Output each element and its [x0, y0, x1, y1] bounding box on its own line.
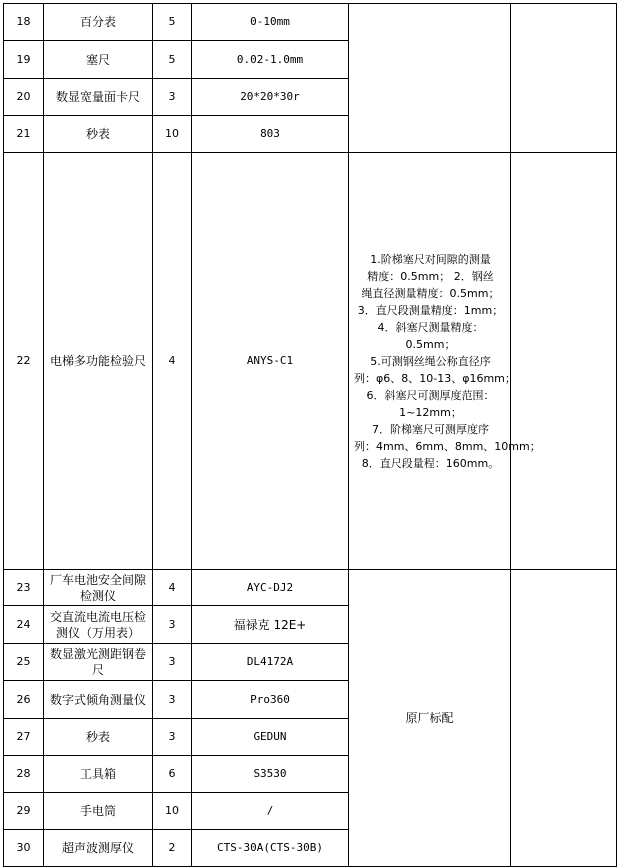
model: 20*20*30r	[192, 79, 349, 116]
equipment-name	[44, 644, 153, 681]
spec-line: 1.阶梯塞尺对间隙的测量	[370, 252, 491, 266]
spec-line: 列：φ6、8、10-13、φ16mm；	[354, 371, 516, 385]
remark-cell-empty	[511, 153, 617, 570]
model: S3530	[192, 756, 349, 793]
spec-line: 5.可测钢丝绳公称直径序	[370, 354, 491, 368]
equipment-name: 超声波测厚仪	[44, 830, 153, 867]
equipment-name: 秒表	[44, 719, 153, 756]
row-number: 23	[4, 570, 44, 606]
quantity: 10	[153, 116, 192, 153]
row-number: 30	[4, 830, 44, 867]
spec-cell	[349, 153, 541, 570]
spec-line: 8．直尺段量程：160mm。	[361, 456, 500, 470]
quantity: 2	[153, 830, 192, 867]
row-number: 28	[4, 756, 44, 793]
model: /	[192, 793, 349, 830]
model: AYC-DJ2	[192, 570, 349, 606]
model: 福禄克 12E+	[192, 606, 349, 644]
equipment-name: 数显宽量面卡尺	[44, 79, 153, 116]
equipment-name	[44, 570, 153, 606]
model: CTS-30A(CTS-30B)	[192, 830, 349, 867]
quantity: 3	[153, 606, 192, 644]
row-number: 19	[4, 41, 44, 79]
spec-line: 精度：0.5mm； 2．钢丝	[367, 269, 494, 283]
equipment-name-text: 电梯多功能检验尺	[49, 354, 146, 368]
spec-line: 列：4mm、6mm、8mm、10mm；	[354, 439, 541, 453]
row-number: 22	[4, 153, 44, 570]
quantity: 5	[153, 41, 192, 79]
quantity: 6	[153, 756, 192, 793]
model: 803	[192, 116, 349, 153]
model: 0-10mm	[192, 4, 349, 41]
equipment-name-text: 厂车电池安全间隙检测仪	[49, 572, 146, 603]
row-number: 21	[4, 116, 44, 153]
equipment-name-text: 数字式倾角测量仪	[49, 692, 146, 707]
table-row	[4, 153, 617, 570]
remark-cell-empty	[511, 4, 617, 153]
equipment-name: 塞尺	[44, 41, 153, 79]
quantity: 3	[153, 644, 192, 681]
quantity: 4	[153, 570, 192, 606]
spec-line: 6．斜塞尺可测厚度范围：	[366, 388, 495, 402]
quantity: 3	[153, 681, 192, 719]
spec-text	[349, 251, 541, 472]
spec-line: 绳直径测量精度：0.5mm；	[361, 286, 500, 300]
row-number: 18	[4, 4, 44, 41]
model: ANYS-C1	[192, 153, 349, 570]
equipment-name	[44, 606, 153, 644]
row-number: 25	[4, 644, 44, 681]
equipment-name: 秒表	[44, 116, 153, 153]
remark-cell-empty	[511, 570, 617, 867]
row-number: 24	[4, 606, 44, 644]
equipment-name	[44, 153, 153, 570]
spec-cell-group: 原厂标配	[349, 570, 511, 867]
quantity: 5	[153, 4, 192, 41]
equipment-table	[3, 3, 617, 867]
spec-cell-empty	[349, 4, 511, 153]
spec-line: 7．阶梯塞尺可测厚度序	[372, 422, 489, 436]
row-number: 20	[4, 79, 44, 116]
model: 0.02-1.0mm	[192, 41, 349, 79]
equipment-name-text: 交直流电流电压检测仪（万用表）	[49, 609, 146, 640]
model: Pro360	[192, 681, 349, 719]
table-row	[4, 4, 617, 41]
table-row	[4, 570, 617, 606]
spec-line: 1~12mm；	[399, 405, 462, 419]
row-number: 29	[4, 793, 44, 830]
spec-line: 4．斜塞尺测量精度：	[377, 320, 484, 334]
row-number: 26	[4, 681, 44, 719]
quantity: 3	[153, 79, 192, 116]
spec-line: 0.5mm；	[405, 337, 456, 351]
equipment-name	[44, 681, 153, 719]
quantity: 4	[153, 153, 192, 570]
equipment-name: 工具箱	[44, 756, 153, 793]
row-number: 27	[4, 719, 44, 756]
equipment-name-text: 数显激光测距钢卷尺	[49, 647, 146, 677]
model: GEDUN	[192, 719, 349, 756]
model: DL4172A	[192, 644, 349, 681]
equipment-name: 手电筒	[44, 793, 153, 830]
quantity: 3	[153, 719, 192, 756]
equipment-name: 百分表	[44, 4, 153, 41]
quantity: 10	[153, 793, 192, 830]
spec-line: 3．直尺段测量精度：1mm；	[357, 303, 504, 317]
